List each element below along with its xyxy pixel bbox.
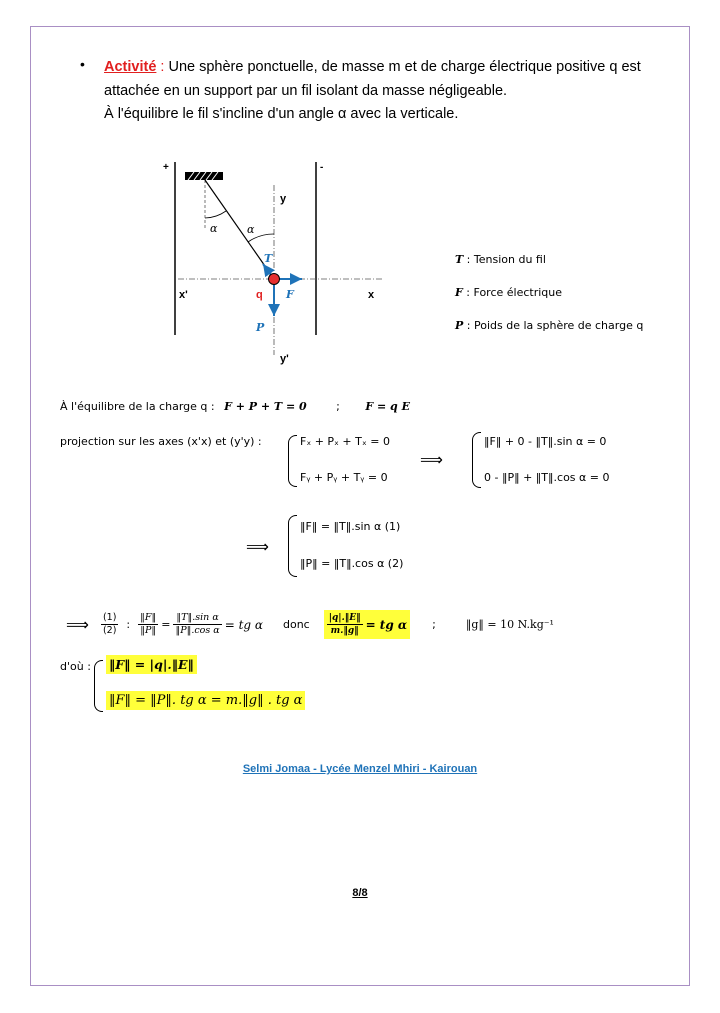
legend-force xyxy=(455,286,562,299)
fraction-qE xyxy=(327,612,363,637)
gravity-value: ‖g‖ = 10 N.kg⁻¹ xyxy=(465,618,554,631)
system-eq-1: ‖F‖ = ‖T‖.sin α (1) xyxy=(300,520,401,533)
legend-text-T: : Tension du fil xyxy=(463,253,546,266)
brace-1 xyxy=(288,435,297,487)
equilibrium-label: À l'équilibre de la charge q : xyxy=(60,400,215,413)
fraction-F-P xyxy=(138,612,158,637)
ratio-line: ⟹ $\frac{(1)}{(2)}$ : $\frac{‖F‖}{‖P‖}$ = $\frac{\text{‖T‖.sin α}}{\text{‖P‖.cos α}}$ = tg α donc $\frac{|q|.‖E‖}{m.‖g‖}$ = tg α ; ‖g‖ = 10 N.kg⁻¹ xyxy=(66,610,554,639)
legend-symbol-P: P xyxy=(455,319,464,332)
implies-arrow-1: ⟹ xyxy=(420,452,443,469)
alpha-label-2: α xyxy=(247,223,255,236)
bullet: • xyxy=(80,56,85,72)
activity-line-3: À l'équilibre le fil s'incline d'un angle α avec la verticale. xyxy=(104,106,459,122)
vector-P-label: P xyxy=(256,321,265,334)
implies-arrow-3: ⟹ xyxy=(66,615,89,634)
legend-symbol-F: F xyxy=(455,286,463,299)
fraction-qE-num: |q|.‖E‖ xyxy=(328,613,361,623)
fraction-T-den: ‖P‖.cos α xyxy=(175,625,220,636)
ratio-colon: : xyxy=(126,618,131,631)
sphere xyxy=(269,274,280,285)
legend-symbol-T: T xyxy=(455,253,464,266)
projection-eq-x: Fₓ + Pₓ + Tₓ = 0 xyxy=(300,435,390,448)
charge-label: q xyxy=(256,289,263,301)
projection-label: projection sur les axes (x'x) et (y'y) : xyxy=(60,435,262,448)
brace-3 xyxy=(288,515,297,577)
norm-eq-x: ‖F‖ + 0 - ‖T‖.sin α = 0 xyxy=(484,435,607,448)
vector-T-label: T xyxy=(264,252,273,265)
page-number: 8/8 xyxy=(352,887,368,899)
pendulum-figure xyxy=(150,150,440,370)
activity-separator: : xyxy=(156,59,169,75)
footer-author: Selmi Jomaa - Lycée Menzel Mhiri - Kairouan xyxy=(242,763,478,775)
highlight-tg xyxy=(324,610,410,639)
legend-tension xyxy=(455,253,546,266)
axis-x-label: x xyxy=(368,289,375,301)
conclusion-line-2: ‖F‖ = ‖P‖. tg α = m.‖g‖ . tg α xyxy=(106,691,305,710)
equilibrium-equation: F + P + T = 0 xyxy=(224,400,307,413)
axis-y-prime-label: y' xyxy=(280,353,289,365)
activity-line-1: Une sphère ponctuelle, de masse m et de charge électrique positive q est xyxy=(168,59,641,75)
equilibrium-relation: F = q E xyxy=(365,400,410,413)
axis-y-label: y xyxy=(280,193,287,205)
conclusion-label: d'où : xyxy=(60,660,91,673)
ratio-fraction-12 xyxy=(101,612,118,637)
ratio-den: (2) xyxy=(102,625,117,636)
ratio-sep: ; xyxy=(432,618,436,631)
donc-label: donc xyxy=(283,618,310,631)
fraction-F-num: ‖F‖ xyxy=(140,612,157,623)
axis-x-prime-label: x' xyxy=(179,289,188,301)
ratio-num: (1) xyxy=(102,612,117,623)
plate-right-sign: - xyxy=(320,162,324,173)
alpha-arc-top xyxy=(205,211,226,218)
brace-4 xyxy=(94,660,103,712)
norm-eq-y: 0 - ‖P‖ + ‖T‖.cos α = 0 xyxy=(484,471,610,484)
fraction-F-den: ‖P‖ xyxy=(140,625,157,636)
conclusion-line-1: ‖F‖ = |q|.‖E‖ xyxy=(106,655,197,674)
fraction-T-T xyxy=(173,612,221,637)
activity-title: Activité xyxy=(104,59,157,75)
highlight-result: = tg α xyxy=(365,617,408,632)
activity-paragraph xyxy=(104,56,664,127)
ratio-result: = tg α xyxy=(224,617,263,632)
fraction-T-num: ‖T‖.sin α xyxy=(173,612,221,625)
equilibrium-line xyxy=(60,400,410,413)
vector-F-label: F xyxy=(286,288,294,301)
alpha-label-1: α xyxy=(210,222,218,235)
brace-2 xyxy=(472,432,481,488)
fraction-qE-den: m.‖g‖ xyxy=(330,626,359,636)
system-eq-2: ‖P‖ = ‖T‖.cos α (2) xyxy=(300,557,404,570)
projection-eq-y: Fᵧ + Pᵧ + Tᵧ = 0 xyxy=(300,471,388,484)
legend-text-P: : Poids de la sphère de charge q xyxy=(463,319,644,332)
legend-text-F: : Force électrique xyxy=(462,286,563,299)
equilibrium-sep: ; xyxy=(336,400,340,413)
legend-weight xyxy=(455,319,643,332)
plate-left-sign: + xyxy=(163,162,169,173)
activity-line-2: attachée en un support par un fil isolant da masse négligeable. xyxy=(104,82,508,99)
implies-arrow-2: ⟹ xyxy=(246,539,269,556)
